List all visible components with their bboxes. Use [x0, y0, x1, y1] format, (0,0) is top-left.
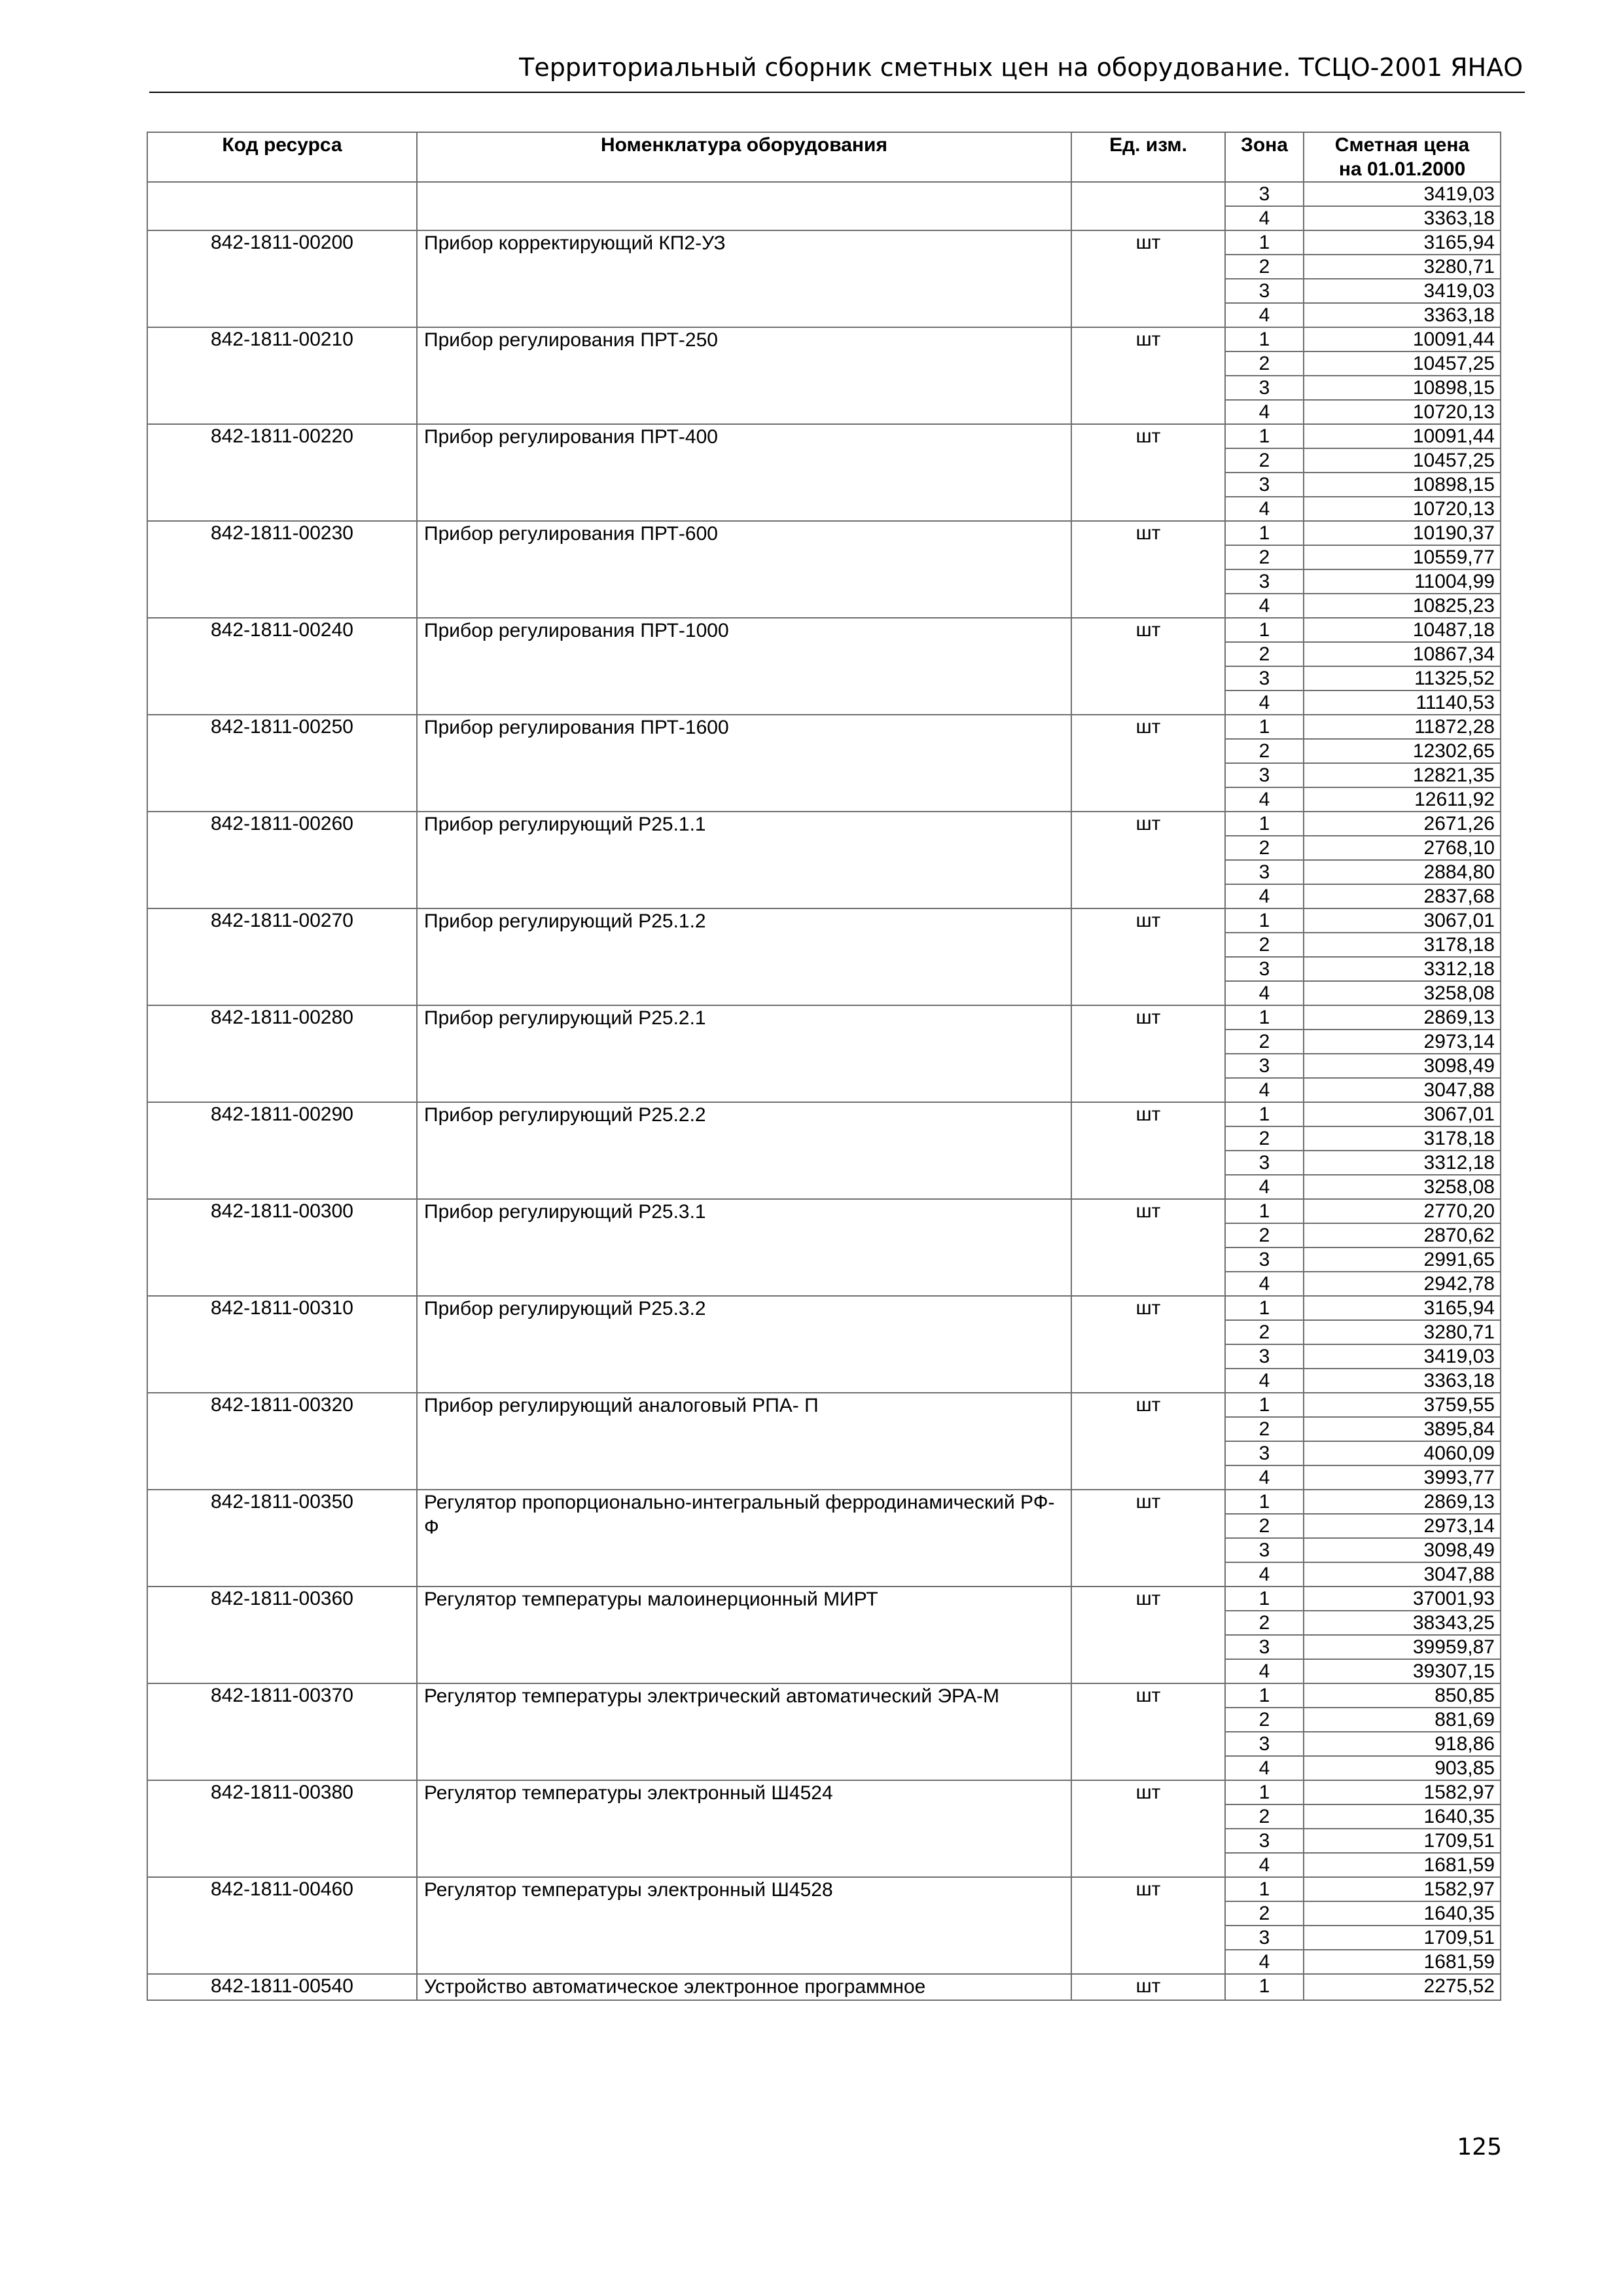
price-cell: 3258,08 [1304, 981, 1501, 1005]
zone-cell: 1 [1225, 521, 1304, 545]
zone-cell: 3 [1225, 1441, 1304, 1465]
price-cell: 2768,10 [1304, 836, 1501, 860]
zone-cell: 4 [1225, 981, 1304, 1005]
zone-cell: 2 [1225, 1514, 1304, 1538]
price-cell: 10898,15 [1304, 376, 1501, 400]
zone-cell: 4 [1225, 1853, 1304, 1877]
zone-cell: 3 [1225, 1538, 1304, 1562]
zone-cell: 2 [1225, 1223, 1304, 1247]
price-cell: 10190,37 [1304, 521, 1501, 545]
zone-cell: 4 [1225, 1756, 1304, 1780]
header-divider [149, 92, 1525, 93]
column-header-unit: Ед. изм. [1071, 132, 1225, 182]
price-cell: 10487,18 [1304, 618, 1501, 642]
price-cell: 1681,59 [1304, 1950, 1501, 1974]
zone-cell: 1 [1225, 1296, 1304, 1320]
zone-cell: 3 [1225, 1635, 1304, 1659]
zone-cell: 4 [1225, 1465, 1304, 1490]
price-cell: 1640,35 [1304, 1804, 1501, 1829]
zone-cell: 4 [1225, 400, 1304, 424]
column-header-code: Код ресурса [147, 132, 417, 182]
zone-cell: 1 [1225, 327, 1304, 351]
price-cell: 3047,88 [1304, 1562, 1501, 1587]
price-cell: 918,86 [1304, 1732, 1501, 1756]
price-cell: 3363,18 [1304, 303, 1501, 327]
equipment-name-cell: Прибор регулирующий Р25.1.1 [417, 812, 1071, 908]
price-cell: 2884,80 [1304, 860, 1501, 884]
zone-cell: 3 [1225, 279, 1304, 303]
price-cell: 1681,59 [1304, 1853, 1501, 1877]
zone-cell: 4 [1225, 594, 1304, 618]
unit-cell: шт [1071, 715, 1225, 812]
resource-code-cell: 842-1811-00290 [147, 1102, 417, 1199]
resource-code-cell: 842-1811-00270 [147, 908, 417, 1005]
price-cell: 39959,87 [1304, 1635, 1501, 1659]
zone-cell: 4 [1225, 1078, 1304, 1102]
price-cell: 1582,97 [1304, 1780, 1501, 1804]
zone-cell: 4 [1225, 691, 1304, 715]
unit-cell: шт [1071, 1587, 1225, 1683]
zone-cell: 3 [1225, 182, 1304, 206]
zone-cell: 3 [1225, 860, 1304, 884]
price-cell: 10457,25 [1304, 448, 1501, 473]
price-cell: 2275,52 [1304, 1974, 1501, 2000]
table-row [147, 1296, 1501, 1320]
table-row [147, 618, 1501, 642]
equipment-name-cell: Прибор регулирующий Р25.3.1 [417, 1199, 1071, 1296]
price-cell: 10457,25 [1304, 351, 1501, 376]
column-header-name: Номенклатура оборудования [417, 132, 1071, 182]
zone-cell: 1 [1225, 1005, 1304, 1030]
zone-cell: 1 [1225, 1587, 1304, 1611]
zone-cell: 1 [1225, 715, 1304, 739]
resource-code-cell: 842-1811-00460 [147, 1877, 417, 1974]
unit-cell: шт [1071, 1393, 1225, 1490]
zone-cell: 2 [1225, 933, 1304, 957]
zone-cell: 2 [1225, 1611, 1304, 1635]
zone-cell: 1 [1225, 1683, 1304, 1708]
zone-cell: 3 [1225, 473, 1304, 497]
price-cell: 3312,18 [1304, 1151, 1501, 1175]
equipment-name-cell: Прибор регулирующий Р25.2.1 [417, 1005, 1071, 1102]
price-cell: 10720,13 [1304, 400, 1501, 424]
zone-cell: 2 [1225, 1320, 1304, 1344]
zone-cell: 2 [1225, 1030, 1304, 1054]
table-row [147, 182, 1501, 206]
column-header-price-line2: на 01.01.2000 [1338, 158, 1466, 180]
price-cell: 3993,77 [1304, 1465, 1501, 1490]
zone-cell: 4 [1225, 884, 1304, 908]
page-header-title: Территориальный сборник сметных цен на оборудование. ТСЦО-2001 ЯНАО [519, 53, 1523, 82]
unit-cell: шт [1071, 1102, 1225, 1199]
zone-cell: 2 [1225, 1417, 1304, 1441]
price-cell: 12611,92 [1304, 787, 1501, 812]
equipment-name-cell [417, 182, 1071, 230]
zone-cell: 4 [1225, 1950, 1304, 1974]
table-row [147, 1005, 1501, 1030]
zone-cell: 4 [1225, 787, 1304, 812]
unit-cell: шт [1071, 1199, 1225, 1296]
table-row [147, 1490, 1501, 1514]
resource-code-cell: 842-1811-00320 [147, 1393, 417, 1490]
resource-code-cell [147, 182, 417, 230]
resource-code-cell: 842-1811-00380 [147, 1780, 417, 1877]
unit-cell: шт [1071, 812, 1225, 908]
zone-cell: 1 [1225, 1490, 1304, 1514]
zone-cell: 4 [1225, 497, 1304, 521]
zone-cell: 2 [1225, 1126, 1304, 1151]
zone-cell: 1 [1225, 424, 1304, 448]
resource-code-cell: 842-1811-00310 [147, 1296, 417, 1393]
unit-cell: шт [1071, 1683, 1225, 1780]
equipment-name-cell: Прибор регулирующий Р25.2.2 [417, 1102, 1071, 1199]
equipment-name-cell: Прибор регулирующий аналоговый РПА- П [417, 1393, 1071, 1490]
unit-cell: шт [1071, 908, 1225, 1005]
unit-cell: шт [1071, 1780, 1225, 1877]
zone-cell: 2 [1225, 642, 1304, 666]
equipment-name-cell: Регулятор пропорционально-интегральный ферродинамический РФ-Ф [417, 1490, 1071, 1587]
price-cell: 3759,55 [1304, 1393, 1501, 1417]
price-cell: 37001,93 [1304, 1587, 1501, 1611]
column-header-price-line1: Сметная цена [1334, 134, 1470, 156]
unit-cell: шт [1071, 521, 1225, 618]
price-cell: 2671,26 [1304, 812, 1501, 836]
equipment-name-cell: Прибор корректирующий КП2-УЗ [417, 230, 1071, 327]
zone-cell: 4 [1225, 206, 1304, 230]
table-row [147, 1877, 1501, 1901]
zone-cell: 3 [1225, 1247, 1304, 1272]
unit-cell: шт [1071, 327, 1225, 424]
zone-cell: 4 [1225, 1659, 1304, 1683]
price-cell: 1709,51 [1304, 1829, 1501, 1853]
price-cell: 11004,99 [1304, 569, 1501, 594]
equipment-name-cell: Регулятор температуры электрический автоматический ЭРА-М [417, 1683, 1071, 1780]
table-row [147, 1780, 1501, 1804]
resource-code-cell: 842-1811-00230 [147, 521, 417, 618]
zone-cell: 3 [1225, 1151, 1304, 1175]
unit-cell: шт [1071, 1877, 1225, 1974]
resource-code-cell: 842-1811-00220 [147, 424, 417, 521]
price-cell: 1709,51 [1304, 1926, 1501, 1950]
zone-cell: 3 [1225, 1926, 1304, 1950]
zone-cell: 4 [1225, 1272, 1304, 1296]
zone-cell: 2 [1225, 1901, 1304, 1926]
zone-cell: 3 [1225, 1344, 1304, 1369]
table-row [147, 1102, 1501, 1126]
column-header-price [1304, 132, 1501, 182]
zone-cell: 2 [1225, 545, 1304, 569]
price-cell: 3165,94 [1304, 1296, 1501, 1320]
equipment-name-cell: Прибор регулирования ПРТ-400 [417, 424, 1071, 521]
price-cell: 3258,08 [1304, 1175, 1501, 1199]
price-cell: 2973,14 [1304, 1030, 1501, 1054]
price-cell: 10091,44 [1304, 424, 1501, 448]
table-row [147, 1587, 1501, 1611]
zone-cell: 1 [1225, 618, 1304, 642]
zone-cell: 3 [1225, 569, 1304, 594]
price-cell: 903,85 [1304, 1756, 1501, 1780]
unit-cell: шт [1071, 1974, 1225, 2000]
zone-cell: 2 [1225, 351, 1304, 376]
price-cell: 3419,03 [1304, 182, 1501, 206]
price-cell: 3363,18 [1304, 206, 1501, 230]
zone-cell: 4 [1225, 1562, 1304, 1587]
zone-cell: 2 [1225, 448, 1304, 473]
table-row [147, 327, 1501, 351]
resource-code-cell: 842-1811-00350 [147, 1490, 417, 1587]
zone-cell: 2 [1225, 255, 1304, 279]
page-number: 125 [1457, 2134, 1502, 2161]
price-cell: 3178,18 [1304, 933, 1501, 957]
unit-cell: шт [1071, 1005, 1225, 1102]
price-cell: 2973,14 [1304, 1514, 1501, 1538]
resource-code-cell: 842-1811-00260 [147, 812, 417, 908]
price-cell: 3419,03 [1304, 1344, 1501, 1369]
zone-cell: 2 [1225, 1708, 1304, 1732]
price-cell: 2869,13 [1304, 1005, 1501, 1030]
unit-cell: шт [1071, 618, 1225, 715]
zone-cell: 3 [1225, 376, 1304, 400]
price-cell: 3363,18 [1304, 1369, 1501, 1393]
price-cell: 3895,84 [1304, 1417, 1501, 1441]
resource-code-cell: 842-1811-00280 [147, 1005, 417, 1102]
table-row [147, 230, 1501, 255]
zone-cell: 3 [1225, 666, 1304, 691]
price-cell: 12821,35 [1304, 763, 1501, 787]
price-cell: 2991,65 [1304, 1247, 1501, 1272]
price-cell: 3165,94 [1304, 230, 1501, 255]
zone-cell: 1 [1225, 1974, 1304, 2000]
price-cell: 3098,49 [1304, 1054, 1501, 1078]
zone-cell: 1 [1225, 908, 1304, 933]
equipment-name-cell: Прибор регулирующий Р25.3.2 [417, 1296, 1071, 1393]
resource-code-cell: 842-1811-00210 [147, 327, 417, 424]
price-cell: 3312,18 [1304, 957, 1501, 981]
equipment-name-cell: Прибор регулирования ПРТ-1000 [417, 618, 1071, 715]
table-row [147, 1974, 1501, 2000]
price-cell: 3419,03 [1304, 279, 1501, 303]
price-cell: 39307,15 [1304, 1659, 1501, 1683]
zone-cell: 4 [1225, 1369, 1304, 1393]
price-cell: 2837,68 [1304, 884, 1501, 908]
resource-code-cell: 842-1811-00370 [147, 1683, 417, 1780]
zone-cell: 4 [1225, 1175, 1304, 1199]
price-cell: 1640,35 [1304, 1901, 1501, 1926]
price-cell: 10559,77 [1304, 545, 1501, 569]
price-cell: 10825,23 [1304, 594, 1501, 618]
price-cell: 3067,01 [1304, 1102, 1501, 1126]
price-cell: 3178,18 [1304, 1126, 1501, 1151]
unit-cell: шт [1071, 424, 1225, 521]
zone-cell: 1 [1225, 812, 1304, 836]
resource-code-cell: 842-1811-00360 [147, 1587, 417, 1683]
price-cell: 2942,78 [1304, 1272, 1501, 1296]
zone-cell: 1 [1225, 1780, 1304, 1804]
price-cell: 11872,28 [1304, 715, 1501, 739]
table-header-row [147, 132, 1501, 182]
equipment-name-cell: Прибор регулирования ПРТ-600 [417, 521, 1071, 618]
table-row [147, 812, 1501, 836]
price-cell: 3098,49 [1304, 1538, 1501, 1562]
price-cell: 3280,71 [1304, 1320, 1501, 1344]
price-cell: 10867,34 [1304, 642, 1501, 666]
price-cell: 2770,20 [1304, 1199, 1501, 1223]
zone-cell: 3 [1225, 1829, 1304, 1853]
table-row [147, 1393, 1501, 1417]
column-header-zone: Зона [1225, 132, 1304, 182]
equipment-name-cell: Регулятор температуры малоинерционный МИРТ [417, 1587, 1071, 1683]
price-cell: 881,69 [1304, 1708, 1501, 1732]
price-cell: 10720,13 [1304, 497, 1501, 521]
price-cell: 2869,13 [1304, 1490, 1501, 1514]
unit-cell [1071, 182, 1225, 230]
resource-code-cell: 842-1811-00240 [147, 618, 417, 715]
unit-cell: шт [1071, 1296, 1225, 1393]
equipment-name-cell: Регулятор температуры электронный Ш4528 [417, 1877, 1071, 1974]
equipment-name-cell: Прибор регулирующий Р25.1.2 [417, 908, 1071, 1005]
price-table [147, 132, 1501, 2001]
table-row [147, 424, 1501, 448]
price-cell: 3047,88 [1304, 1078, 1501, 1102]
zone-cell: 3 [1225, 1732, 1304, 1756]
table-body [147, 182, 1501, 2000]
table-row [147, 908, 1501, 933]
table-row [147, 1683, 1501, 1708]
price-cell: 38343,25 [1304, 1611, 1501, 1635]
resource-code-cell: 842-1811-00300 [147, 1199, 417, 1296]
equipment-name-cell: Прибор регулирования ПРТ-250 [417, 327, 1071, 424]
resource-code-cell: 842-1811-00250 [147, 715, 417, 812]
price-cell: 850,85 [1304, 1683, 1501, 1708]
zone-cell: 1 [1225, 230, 1304, 255]
equipment-name-cell: Устройство автоматическое электронное программное [417, 1974, 1071, 2000]
zone-cell: 1 [1225, 1393, 1304, 1417]
equipment-name-cell: Прибор регулирования ПРТ-1600 [417, 715, 1071, 812]
resource-code-cell: 842-1811-00200 [147, 230, 417, 327]
price-cell: 4060,09 [1304, 1441, 1501, 1465]
price-cell: 3067,01 [1304, 908, 1501, 933]
price-cell: 11325,52 [1304, 666, 1501, 691]
price-cell: 3280,71 [1304, 255, 1501, 279]
zone-cell: 2 [1225, 836, 1304, 860]
equipment-name-cell: Регулятор температуры электронный Ш4524 [417, 1780, 1071, 1877]
table-row [147, 715, 1501, 739]
price-cell: 10091,44 [1304, 327, 1501, 351]
zone-cell: 1 [1225, 1102, 1304, 1126]
table-row [147, 521, 1501, 545]
zone-cell: 2 [1225, 1804, 1304, 1829]
price-cell: 12302,65 [1304, 739, 1501, 763]
zone-cell: 1 [1225, 1199, 1304, 1223]
zone-cell: 3 [1225, 957, 1304, 981]
unit-cell: шт [1071, 230, 1225, 327]
zone-cell: 1 [1225, 1877, 1304, 1901]
price-cell: 11140,53 [1304, 691, 1501, 715]
zone-cell: 4 [1225, 303, 1304, 327]
zone-cell: 2 [1225, 739, 1304, 763]
price-cell: 2870,62 [1304, 1223, 1501, 1247]
price-cell: 1582,97 [1304, 1877, 1501, 1901]
unit-cell: шт [1071, 1490, 1225, 1587]
resource-code-cell: 842-1811-00540 [147, 1974, 417, 2000]
table-row [147, 1199, 1501, 1223]
zone-cell: 3 [1225, 763, 1304, 787]
price-cell: 10898,15 [1304, 473, 1501, 497]
zone-cell: 3 [1225, 1054, 1304, 1078]
